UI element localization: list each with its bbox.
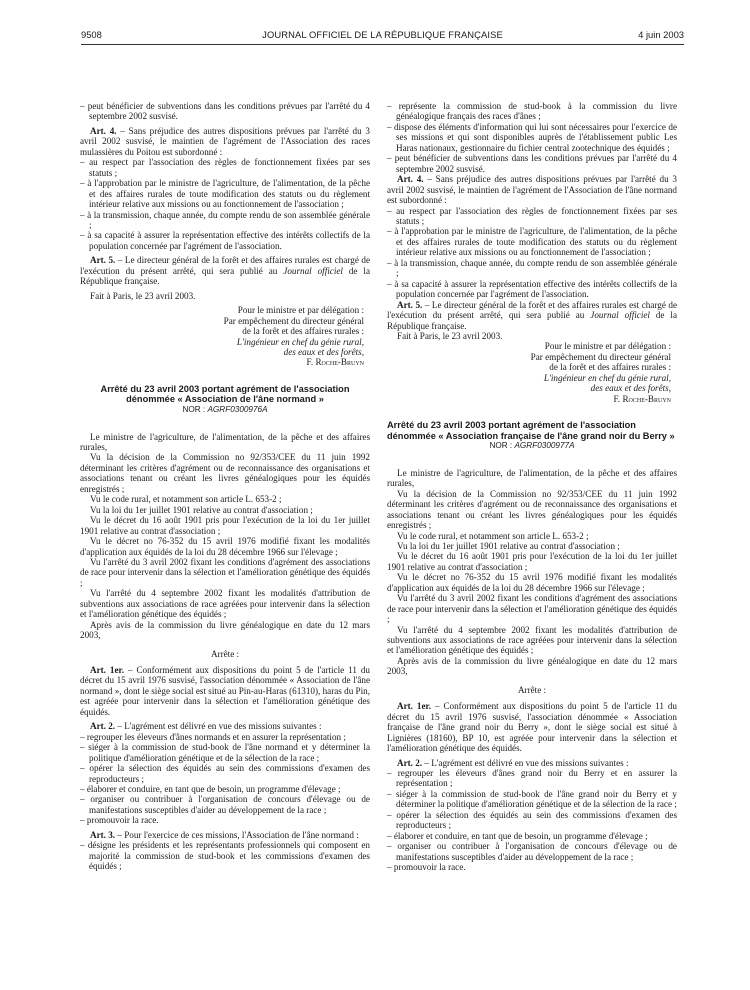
article-text: – Le directeur général de la forêt et des affaires rurales est chargé de l'exécution du présent arrêté, qui sera publié au bbox=[80, 255, 371, 276]
preamble: Le ministre de l'agriculture, de l'alimentation, de la pêche et des affaires rurales, bbox=[387, 467, 677, 489]
page-header bbox=[81, 29, 684, 49]
signatory-name: F. Roche-Bruyn bbox=[306, 357, 364, 368]
article-1 bbox=[387, 701, 677, 753]
list-item: – siéger à la commission de stud-book de l'âne normand et y déterminer la politique d'amélioration génétique et de la sélection de la race ; bbox=[80, 742, 370, 763]
page-number: 9508 bbox=[81, 29, 102, 40]
nor-code: AGRF0300977A bbox=[514, 441, 575, 451]
fait-line: Fait à Paris, le 23 avril 2003. bbox=[90, 290, 196, 301]
preamble: Le ministre de l'agriculture, de l'alimentation, de la pêche et des affaires rurales, bbox=[80, 431, 370, 452]
visa: Après avis de la commission du livre généalogique en date du 12 mars 2003, bbox=[387, 655, 677, 677]
list-item: – à la transmission, chaque année, du compte rendu de son assemblée générale ; bbox=[80, 209, 370, 230]
list-item: – élaborer et conduire, en tant que de besoin, un programme d'élevage ; bbox=[387, 830, 648, 841]
signature-line: L'ingénieur en chef du génie rural, bbox=[543, 372, 671, 383]
visa: Vu la loi du 1er juillet 1901 relative au contrat d'association ; bbox=[90, 504, 313, 515]
article-text: – Conformément aux dispositions du point 5 de l'article 11 du décret du 15 avril 1976 susvisé, l'association dénommée « Association française de l'âne grand noir du Berry », dont le siège social est situé à Lignières (18160), BP 10, est agréée pour intervenir dans la sélection et l'amélioration génétique des équidés. bbox=[387, 701, 677, 754]
list-item: – à l'approbation par le ministre de l'agriculture, de l'alimentation, de la pêche et des affaires rurales de toute modification des statuts ou du règlement intérieur relative aux missions ou au fonctionnement de l'association ; bbox=[387, 226, 677, 258]
article-text: – Sans préjudice des autres dispositions prévues par l'arrêté du 3 avril 2002 susvisé, le maintien de l'agrément de l'Association de l'âne normand est subordonné : bbox=[387, 174, 677, 206]
visa: Vu la loi du 1er juillet 1901 relative au contrat d'association ; bbox=[397, 540, 620, 551]
list-item: – au respect par l'association des règles de fonctionnement fixées par ses statuts ; bbox=[80, 157, 370, 178]
article-5 bbox=[387, 300, 677, 331]
signature-line: des eaux et des forêts, bbox=[590, 383, 671, 394]
nor-code: AGRF0300976A bbox=[207, 405, 268, 415]
article-label: Art. 2. bbox=[90, 721, 116, 732]
visa: Vu le code rural, et notamment son article L. 653-2 ; bbox=[90, 494, 282, 505]
decree-title: Arrêté du 23 avril 2003 portant agrément de l'association dénommée « Association française de l'âne grand noir du Berry » bbox=[387, 420, 675, 441]
list-item: – organiser ou contribuer à l'organisation de concours d'élevage ou de manifestations susceptibles d'aider au développement de la race ; bbox=[387, 841, 677, 862]
list-item: – à sa capacité à assurer la représentation effective des intérêts collectifs de la population concernée par l'agrément de l'association. bbox=[80, 230, 370, 251]
list-item: – à sa capacité à assurer la représentation effective des intérêts collectifs de la population concernée par l'agrément de l'association. bbox=[387, 278, 677, 300]
list-item: – opérer la sélection des équidés au sein des commissions d'examen des reproducteurs ; bbox=[387, 809, 677, 831]
nor-label: NOR : bbox=[489, 441, 515, 451]
article-text: – Conformément aux dispositions du point 5 de l'article 11 du décret du 15 avril 1976 susvisé, l'association dénommée « Association de l'âne normand », dont le siège social est situé au Pin-au-Haras (61310), haras du Pin, est agréée pour intervenir dans la sélection et l'amélioration génétique des équidés. bbox=[80, 665, 370, 717]
signature-block bbox=[80, 305, 370, 368]
visa: Vu l'arrêté du 3 avril 2002 fixant les conditions d'agrément des associations de race pour intervenir dans la sélection et l'amélioration génétique des équidés ; bbox=[387, 593, 677, 625]
signature-block bbox=[387, 341, 677, 404]
list-item: – peut bénéficier de subventions dans les conditions prévues par l'arrêté du 4 septembre 2002 susvisé. bbox=[80, 101, 370, 122]
article-2 bbox=[387, 758, 677, 768]
list-item: – représente la commission de stud-book à la commission du livre généalogique français des races d'ânes ; bbox=[387, 101, 677, 122]
article-text: – Sans préjudice des autres dispositions prévues par l'arrêté du 3 avril 2002 susvisé, le maintien de l'agrément de l'Association des races mulassières du Poitou est subordonné : bbox=[80, 125, 370, 157]
list-item: – regrouper les éleveurs d'ânes normands et en assurer la représentation ; bbox=[80, 731, 346, 742]
article-1 bbox=[80, 665, 370, 717]
signature-line: de la forêt et des affaires rurales : bbox=[549, 362, 671, 373]
article-text: – Pour l'exercice de ces missions, l'Association de l'âne normand : bbox=[115, 829, 359, 840]
list-item: – promouvoir la race. bbox=[387, 862, 466, 873]
signature-line: Pour le ministre et par délégation : bbox=[237, 305, 364, 316]
signature-line: des eaux et des forêts, bbox=[283, 346, 364, 357]
right-column bbox=[387, 101, 677, 873]
article-label: Art. 5. bbox=[90, 255, 116, 266]
visa: Vu le code rural, et notamment son article L. 653-2 ; bbox=[397, 530, 589, 541]
visa: Vu la décision de la Commission no 92/353/CEE du 11 juin 1992 déterminant les critères d'agrément ou de reconnaissance des organisations et associations tenant ou créant les livres généalogiques pour les équidés enregistrés ; bbox=[80, 452, 370, 494]
article-text: – L'agrément est délivré en vue des missions suivantes : bbox=[115, 721, 322, 732]
signatory-name: F. Roche-Bruyn bbox=[613, 393, 671, 404]
visa: Vu l'arrêté du 3 avril 2002 fixant les conditions d'agrément des associations de race pour intervenir dans la sélection et l'amélioration génétique des équidés ; bbox=[80, 556, 370, 588]
article-label: Art. 1er. bbox=[90, 665, 125, 676]
article-4 bbox=[387, 174, 677, 205]
list-item: – peut bénéficier de subventions dans les conditions prévues par l'arrêté du 4 septembre 2002 susvisé. bbox=[387, 153, 677, 174]
visa: Vu le décret no 76-352 du 15 avril 1976 modifié fixant les modalités d'application aux équidés de la loi du 28 décembre 1966 sur l'élevage ; bbox=[80, 536, 370, 557]
article-label: Art. 2. bbox=[397, 757, 423, 768]
list-item: – désigne les présidents et les représentants professionnels qui composent en majorité la commission de stud-book et les commissions d'examen des équidés ; bbox=[80, 840, 370, 872]
fait-line: Fait à Paris, le 23 avril 2003. bbox=[397, 330, 503, 341]
list-item: – au respect par l'association des règles de fonctionnement fixées par ses statuts ; bbox=[387, 205, 677, 226]
decree-title: Arrêté du 23 avril 2003 portant agrément de l'association dénommée « Association de l'âne normand » bbox=[100, 383, 350, 405]
signature-line: de la forêt et des affaires rurales : bbox=[242, 326, 364, 337]
signature-line: L'ingénieur en chef du génie rural, bbox=[236, 336, 364, 347]
article-text: de la République française. bbox=[387, 310, 677, 331]
article-label: Art. 3. bbox=[90, 829, 116, 840]
visa: Vu le décret du 16 août 1901 pris pour l'exécution de la loi du 1er juillet 1901 relative au contrat d'association ; bbox=[80, 515, 370, 536]
signature-line: Par empêchement du directeur général bbox=[530, 351, 671, 362]
list-item: – organiser ou contribuer à l'organisation de concours d'élevage ou de manifestations susceptibles d'aider au développement de la race ; bbox=[80, 794, 370, 815]
list-item: – dispose des éléments d'information qui lui sont nécessaires pour l'exercice de ses missions et qui sont disponibles auprès de l'établissement public Les Haras nationaux, gestionnaire du fichier central zootechnique des équidés ; bbox=[387, 121, 677, 153]
signature-line: Pour le ministre et par délégation : bbox=[544, 341, 671, 352]
list-item: – regrouper les éleveurs d'ânes grand noir du Berry et en assurer la représentation ; bbox=[387, 768, 677, 789]
visa: Vu le décret no 76-352 du 15 avril 1976 modifié fixant les modalités d'application aux équidés de la loi du 28 décembre 1966 sur l'élevage ; bbox=[387, 572, 677, 593]
nor-reference bbox=[387, 441, 677, 451]
journal-ref: Journal officiel bbox=[590, 310, 650, 321]
article-label: Art. 4. bbox=[90, 125, 117, 136]
signature-line: Par empêchement du directeur général bbox=[223, 315, 364, 326]
visa: Vu l'arrêté du 4 septembre 2002 fixant les modalités d'attribution de subventions aux associations de race agréées pour intervenir dans la sélection et l'amélioration génétique des équidés ; bbox=[80, 588, 370, 620]
header-rule bbox=[81, 44, 684, 45]
article-text: – Le directeur général de la forêt et des affaires rurales est chargé de l'exécution du présent arrêté, qui sera publié au bbox=[387, 299, 678, 321]
article-4 bbox=[80, 126, 370, 157]
list-item: – promouvoir la race. bbox=[80, 815, 159, 826]
article-text: de la République française. bbox=[80, 265, 370, 287]
arrete-heading: Arrête : bbox=[210, 648, 240, 659]
left-column bbox=[80, 101, 370, 872]
list-item: – à la transmission, chaque année, du compte rendu de son assemblée générale ; bbox=[387, 257, 677, 279]
nor-label: NOR : bbox=[182, 405, 208, 415]
article-3 bbox=[80, 830, 370, 840]
article-text: – L'agrément est délivré en vue des missions suivantes : bbox=[422, 757, 629, 768]
list-item: – opérer la sélection des équidés au sein des commissions d'examen des reproducteurs ; bbox=[80, 763, 370, 784]
visa: Vu l'arrêté du 4 septembre 2002 fixant les modalités d'attribution de subventions aux associations de race agréées pour intervenir dans la sélection et l'amélioration génétique des équidés ; bbox=[387, 624, 677, 656]
visa: Vu le décret du 16 août 1901 pris pour l'exécution de la loi du 1er juillet 1901 relative au contrat d'association ; bbox=[387, 551, 677, 572]
article-2 bbox=[80, 721, 370, 731]
article-5 bbox=[80, 255, 370, 286]
visa: Après avis de la commission du livre généalogique en date du 12 mars 2003, bbox=[80, 619, 370, 641]
issue-date: 4 juin 2003 bbox=[638, 29, 684, 40]
journal-ref: Journal officiel bbox=[283, 265, 343, 276]
visa: Vu la décision de la Commission no 92/353/CEE du 11 juin 1992 déterminant les critères d'agrément ou de reconnaissance des organisations et associations tenant ou créant les livres généalogiques pour les équidés enregistrés ; bbox=[387, 488, 677, 531]
journal-title: JOURNAL OFFICIEL DE LA RÉPUBLIQUE FRANÇAISE bbox=[262, 29, 503, 40]
article-label: Art. 4. bbox=[397, 174, 424, 185]
nor-reference bbox=[80, 405, 370, 415]
arrete-heading: Arrête : bbox=[517, 684, 547, 695]
article-label: Art. 1er. bbox=[397, 701, 432, 712]
list-item: – à l'approbation par le ministre de l'agriculture, de l'alimentation, de la pêche et des affaires rurales de toute modification des statuts ou du règlement intérieur relative aux missions ou au fonctionnement de l'association ; bbox=[80, 178, 370, 210]
article-label: Art. 5. bbox=[397, 299, 423, 310]
list-item: – siéger à la commission de stud-book de l'âne grand noir du Berry et y déterminer la politique d'amélioration génétique et de la sélection de la race ; bbox=[387, 788, 677, 810]
list-item: – élaborer et conduire, en tant que de besoin, un programme d'élevage ; bbox=[80, 784, 341, 795]
